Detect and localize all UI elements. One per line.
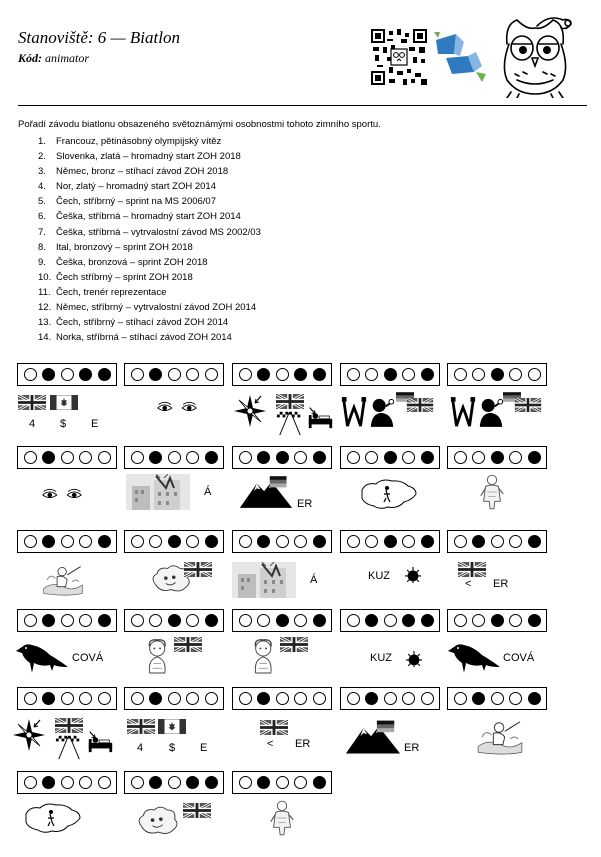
dot-code-box xyxy=(447,530,547,553)
empty-dot xyxy=(384,614,397,627)
empty-dot xyxy=(454,535,467,548)
rebus-text: < xyxy=(465,578,472,590)
rebus-text: COVÁ xyxy=(72,652,104,664)
filled-dot xyxy=(276,451,289,464)
empty-dot xyxy=(61,614,74,627)
canada-flag-icon xyxy=(158,719,186,734)
empty-dot xyxy=(509,692,522,705)
empty-dot xyxy=(79,451,92,464)
dot-code-box xyxy=(17,609,117,632)
empty-dot xyxy=(347,451,360,464)
empty-dot xyxy=(168,776,181,789)
filled-dot xyxy=(313,776,326,789)
dot-code-box xyxy=(232,363,332,386)
cloud-face-icon xyxy=(136,804,182,838)
dot-code-frame xyxy=(124,609,224,632)
filled-dot xyxy=(491,368,504,381)
empty-dot xyxy=(491,535,504,548)
filled-dot xyxy=(491,614,504,627)
athlete-list xyxy=(38,134,261,345)
intro-text: Pořadí závodu biatlonu obsazeného světoznámými osobnostmi tohoto zimního sportu. xyxy=(18,119,381,130)
empty-dot xyxy=(186,692,199,705)
empty-dot xyxy=(454,451,467,464)
filled-dot xyxy=(149,451,162,464)
dot-code-frame xyxy=(232,530,332,553)
empty-dot xyxy=(347,614,360,627)
dot-code-frame xyxy=(17,771,117,794)
dot-code-frame xyxy=(447,609,547,632)
code-line xyxy=(18,51,89,66)
filled-dot xyxy=(42,692,55,705)
empty-dot xyxy=(168,451,181,464)
dot-code-box xyxy=(17,446,117,469)
empty-dot xyxy=(402,368,415,381)
dot-code-frame xyxy=(340,446,440,469)
filled-dot xyxy=(421,451,434,464)
castle-photo-icon xyxy=(126,474,190,510)
dot-code-frame xyxy=(447,687,547,710)
empty-dot xyxy=(149,614,162,627)
empty-dot xyxy=(509,535,522,548)
dot-code-frame xyxy=(124,771,224,794)
dot-code-frame xyxy=(124,530,224,553)
suspenders-icon xyxy=(449,396,477,428)
empty-dot xyxy=(205,692,218,705)
empty-dot xyxy=(276,535,289,548)
empty-dot xyxy=(239,451,252,464)
empty-dot xyxy=(365,451,378,464)
empty-dot xyxy=(472,368,485,381)
filled-dot xyxy=(472,692,485,705)
filled-dot xyxy=(421,535,434,548)
statue-icon xyxy=(478,472,506,512)
filled-dot xyxy=(421,614,434,627)
dot-code-frame xyxy=(124,687,224,710)
filled-dot xyxy=(205,535,218,548)
empty-dot xyxy=(294,535,307,548)
dot-code-frame xyxy=(17,687,117,710)
singer-icon xyxy=(477,397,505,427)
empty-dot xyxy=(239,776,252,789)
filled-dot xyxy=(98,535,111,548)
dot-code-frame xyxy=(124,363,224,386)
empty-dot xyxy=(509,614,522,627)
fisherman-icon xyxy=(476,718,524,756)
filled-dot xyxy=(384,368,397,381)
rebus-text: Á xyxy=(310,574,318,586)
rebus-text: E xyxy=(200,742,208,754)
list-item: 3. Němec, bronz – stíhací závod ZOH 2018 xyxy=(38,166,229,178)
list-item: 9. Češka, bronzová – sprint ZOH 2018 xyxy=(38,256,208,268)
dot-code-box xyxy=(17,530,117,553)
eyes-icon xyxy=(40,488,84,502)
dot-code-box xyxy=(124,530,224,553)
rebus-text: ER xyxy=(493,578,509,590)
list-item: 5. Čech, stříbrný – sprint na MS 2006/07 xyxy=(38,196,216,208)
dot-code-frame xyxy=(17,530,117,553)
dot-code-box xyxy=(447,446,547,469)
filled-dot xyxy=(205,614,218,627)
rebus-text: COVÁ xyxy=(503,652,535,664)
list-item: 7. Češka, stříbrná – vytrvalostní závod MS 2002/03 xyxy=(38,226,261,238)
filled-dot xyxy=(149,776,162,789)
empty-dot xyxy=(186,535,199,548)
bomb-icon xyxy=(405,650,423,668)
dot-code-box xyxy=(232,530,332,553)
empty-dot xyxy=(24,368,37,381)
filled-dot xyxy=(205,776,218,789)
empty-dot xyxy=(347,692,360,705)
empty-dot xyxy=(131,614,144,627)
filled-dot xyxy=(257,692,270,705)
empty-dot xyxy=(205,368,218,381)
owl-mascot-icon xyxy=(497,14,573,98)
empty-dot xyxy=(347,535,360,548)
empty-dot xyxy=(79,614,92,627)
empty-dot xyxy=(509,368,522,381)
mountain-icon xyxy=(238,475,294,511)
empty-dot xyxy=(61,776,74,789)
empty-dot xyxy=(239,692,252,705)
castle-photo-icon xyxy=(232,562,296,598)
empty-dot xyxy=(186,451,199,464)
filled-dot xyxy=(42,776,55,789)
filled-dot xyxy=(98,368,111,381)
empty-dot xyxy=(294,776,307,789)
list-item: 1. Francouz, pětinásobný olympijský vítěz xyxy=(38,136,222,147)
uk-flag-icon xyxy=(276,394,304,409)
empty-dot xyxy=(149,535,162,548)
dot-code-box xyxy=(447,687,547,710)
filled-dot xyxy=(79,368,92,381)
filled-dot xyxy=(384,535,397,548)
list-item: 11. Čech, trenér reprezentace xyxy=(38,286,167,298)
empty-dot xyxy=(168,692,181,705)
empty-dot xyxy=(239,368,252,381)
qr-code-icon xyxy=(371,29,427,85)
empty-dot xyxy=(365,535,378,548)
filled-dot xyxy=(384,451,397,464)
dot-code-box xyxy=(124,609,224,632)
suspenders-icon xyxy=(340,396,368,428)
girl-icon xyxy=(250,636,284,676)
empty-dot xyxy=(528,368,541,381)
empty-dot xyxy=(347,368,360,381)
empty-dot xyxy=(472,614,485,627)
filled-dot xyxy=(313,451,326,464)
empty-dot xyxy=(294,614,307,627)
dot-code-box xyxy=(124,687,224,710)
school-logo-icon xyxy=(432,32,488,84)
dot-code-box xyxy=(232,771,332,794)
uk-flag-icon xyxy=(127,719,155,734)
rebus-text: ER xyxy=(297,498,313,510)
filled-dot xyxy=(257,368,270,381)
filled-dot xyxy=(42,614,55,627)
czech-map-icon xyxy=(358,476,420,512)
empty-dot xyxy=(257,614,270,627)
empty-dot xyxy=(61,692,74,705)
empty-dot xyxy=(276,368,289,381)
empty-dot xyxy=(131,535,144,548)
rebus-text: $ xyxy=(60,418,67,430)
empty-dot xyxy=(79,535,92,548)
empty-dot xyxy=(365,368,378,381)
dot-code-box xyxy=(340,363,440,386)
filled-dot xyxy=(528,535,541,548)
girl-icon xyxy=(144,636,178,676)
empty-dot xyxy=(79,776,92,789)
empty-dot xyxy=(131,692,144,705)
code-label: Kód: xyxy=(18,51,42,65)
list-item: 2. Slovenka, zlatá – hromadný start ZOH 2018 xyxy=(38,151,241,163)
empty-dot xyxy=(131,451,144,464)
crow-icon xyxy=(14,637,70,677)
filled-dot xyxy=(257,451,270,464)
dot-code-box xyxy=(340,609,440,632)
compass-icon xyxy=(233,394,267,428)
filled-dot xyxy=(294,368,307,381)
empty-dot xyxy=(402,535,415,548)
filled-dot xyxy=(205,451,218,464)
empty-dot xyxy=(131,776,144,789)
uk-flag-icon xyxy=(514,398,542,412)
dot-code-frame xyxy=(340,363,440,386)
uk-flag-icon xyxy=(184,562,212,577)
page-title: Stanoviště: 6 — Biatlon xyxy=(18,28,180,47)
rebus-text: KUZ xyxy=(368,570,390,582)
rebus-text: E xyxy=(91,418,99,430)
empty-dot xyxy=(186,614,199,627)
dot-code-frame xyxy=(232,609,332,632)
checkered-flags-icon xyxy=(55,733,83,761)
filled-dot xyxy=(149,692,162,705)
uk-flag-icon xyxy=(18,395,46,410)
filled-dot xyxy=(168,614,181,627)
list-item: 10. Čech stříbrný – sprint ZOH 2018 xyxy=(38,271,193,283)
fisherman-icon xyxy=(42,562,84,598)
filled-dot xyxy=(257,535,270,548)
list-item: 13. Čech, stříbrný – stíhací závod ZOH 2014 xyxy=(38,317,229,329)
czech-map-icon xyxy=(22,800,84,836)
rebus-text: KUZ xyxy=(370,652,392,664)
dot-code-box xyxy=(124,363,224,386)
filled-dot xyxy=(276,614,289,627)
dot-code-frame xyxy=(340,687,440,710)
rebus-text: ER xyxy=(404,742,420,754)
filled-dot xyxy=(42,535,55,548)
filled-dot xyxy=(421,368,434,381)
crow-icon xyxy=(446,637,502,677)
dot-code-frame xyxy=(124,446,224,469)
dot-code-frame xyxy=(232,446,332,469)
filled-dot xyxy=(313,368,326,381)
dot-code-box xyxy=(447,363,547,386)
empty-dot xyxy=(61,451,74,464)
empty-dot xyxy=(98,692,111,705)
filled-dot xyxy=(98,614,111,627)
dot-code-frame xyxy=(447,363,547,386)
dot-code-box xyxy=(124,771,224,794)
empty-dot xyxy=(454,368,467,381)
dot-code-frame xyxy=(447,530,547,553)
rebus-text: $ xyxy=(169,742,176,754)
code-value: animator xyxy=(45,51,90,65)
empty-dot xyxy=(402,692,415,705)
filled-dot xyxy=(528,614,541,627)
rebus-text: Á xyxy=(204,486,212,498)
uk-flag-icon xyxy=(174,637,202,652)
uk-flag-icon xyxy=(55,718,83,733)
list-item: 8. Ital, bronzový – sprint ZOH 2018 xyxy=(38,241,193,253)
header-divider xyxy=(18,105,587,106)
dot-code-frame xyxy=(17,446,117,469)
empty-dot xyxy=(61,535,74,548)
dot-code-box xyxy=(340,446,440,469)
filled-dot xyxy=(257,776,270,789)
dot-code-box xyxy=(232,446,332,469)
filled-dot xyxy=(365,614,378,627)
filled-dot xyxy=(313,614,326,627)
uk-flag-icon xyxy=(280,637,308,652)
empty-dot xyxy=(61,368,74,381)
statue-icon xyxy=(268,798,296,838)
rebus-text: ER xyxy=(295,738,311,750)
rebus-text: 4 xyxy=(29,418,36,430)
empty-dot xyxy=(402,451,415,464)
list-item: 14. Norka, stříbrná – stíhací závod ZOH 2014 xyxy=(38,332,232,344)
empty-dot xyxy=(384,692,397,705)
dot-code-frame xyxy=(17,363,117,386)
empty-dot xyxy=(98,776,111,789)
empty-dot xyxy=(472,451,485,464)
bomb-icon xyxy=(404,566,422,584)
dot-code-box xyxy=(17,363,117,386)
compass-icon xyxy=(12,718,46,752)
filled-dot xyxy=(42,368,55,381)
empty-dot xyxy=(491,692,504,705)
dot-code-box xyxy=(340,687,440,710)
eyes-icon xyxy=(154,401,200,415)
empty-dot xyxy=(454,692,467,705)
filled-dot xyxy=(402,614,415,627)
uk-flag-icon xyxy=(183,803,211,818)
empty-dot xyxy=(24,776,37,789)
rebus-text: 4 xyxy=(137,742,144,754)
dot-code-box xyxy=(447,609,547,632)
empty-dot xyxy=(131,368,144,381)
uk-flag-icon xyxy=(406,398,434,412)
mountain-icon xyxy=(344,720,402,756)
filled-dot xyxy=(528,451,541,464)
dot-code-box xyxy=(232,687,332,710)
dot-code-box xyxy=(340,530,440,553)
list-item: 12. Němec, stříbrný – vytrvalostní závod ZOH 2014 xyxy=(38,302,257,314)
empty-dot xyxy=(186,368,199,381)
filled-dot xyxy=(168,535,181,548)
empty-dot xyxy=(98,451,111,464)
uk-flag-icon xyxy=(458,562,486,577)
filled-dot xyxy=(149,368,162,381)
uk-flag-icon xyxy=(260,720,288,735)
empty-dot xyxy=(79,692,92,705)
filled-dot xyxy=(528,692,541,705)
dot-code-frame xyxy=(340,530,440,553)
empty-dot xyxy=(24,535,37,548)
empty-dot xyxy=(24,451,37,464)
dot-code-box xyxy=(17,687,117,710)
filled-dot xyxy=(42,451,55,464)
canada-flag-icon xyxy=(50,395,78,410)
dot-code-frame xyxy=(447,446,547,469)
empty-dot xyxy=(168,368,181,381)
checkered-flags-icon xyxy=(276,409,304,437)
filled-dot xyxy=(313,535,326,548)
filled-dot xyxy=(186,776,199,789)
dot-code-frame xyxy=(232,771,332,794)
list-item: 4. Nor, zlatý – hromadný start ZOH 2014 xyxy=(38,181,216,193)
dot-code-frame xyxy=(17,609,117,632)
dot-code-box xyxy=(17,771,117,794)
dot-code-frame xyxy=(232,363,332,386)
empty-dot xyxy=(276,692,289,705)
empty-dot xyxy=(454,614,467,627)
empty-dot xyxy=(313,692,326,705)
dot-code-frame xyxy=(232,687,332,710)
singer-icon xyxy=(368,397,396,427)
empty-dot xyxy=(239,535,252,548)
empty-dot xyxy=(276,776,289,789)
filled-dot xyxy=(491,451,504,464)
empty-dot xyxy=(24,614,37,627)
empty-dot xyxy=(294,692,307,705)
empty-dot xyxy=(239,614,252,627)
filled-dot xyxy=(365,692,378,705)
list-item: 6. Češka, stříbrná – hromadný start ZOH 2014 xyxy=(38,211,241,223)
empty-dot xyxy=(421,692,434,705)
filled-dot xyxy=(472,535,485,548)
bed-icon xyxy=(86,726,114,754)
dot-code-box xyxy=(124,446,224,469)
rebus-text: < xyxy=(267,738,274,750)
bed-icon xyxy=(306,402,334,430)
dot-code-box xyxy=(232,609,332,632)
dot-code-frame xyxy=(340,609,440,632)
empty-dot xyxy=(24,692,37,705)
empty-dot xyxy=(294,451,307,464)
empty-dot xyxy=(509,451,522,464)
